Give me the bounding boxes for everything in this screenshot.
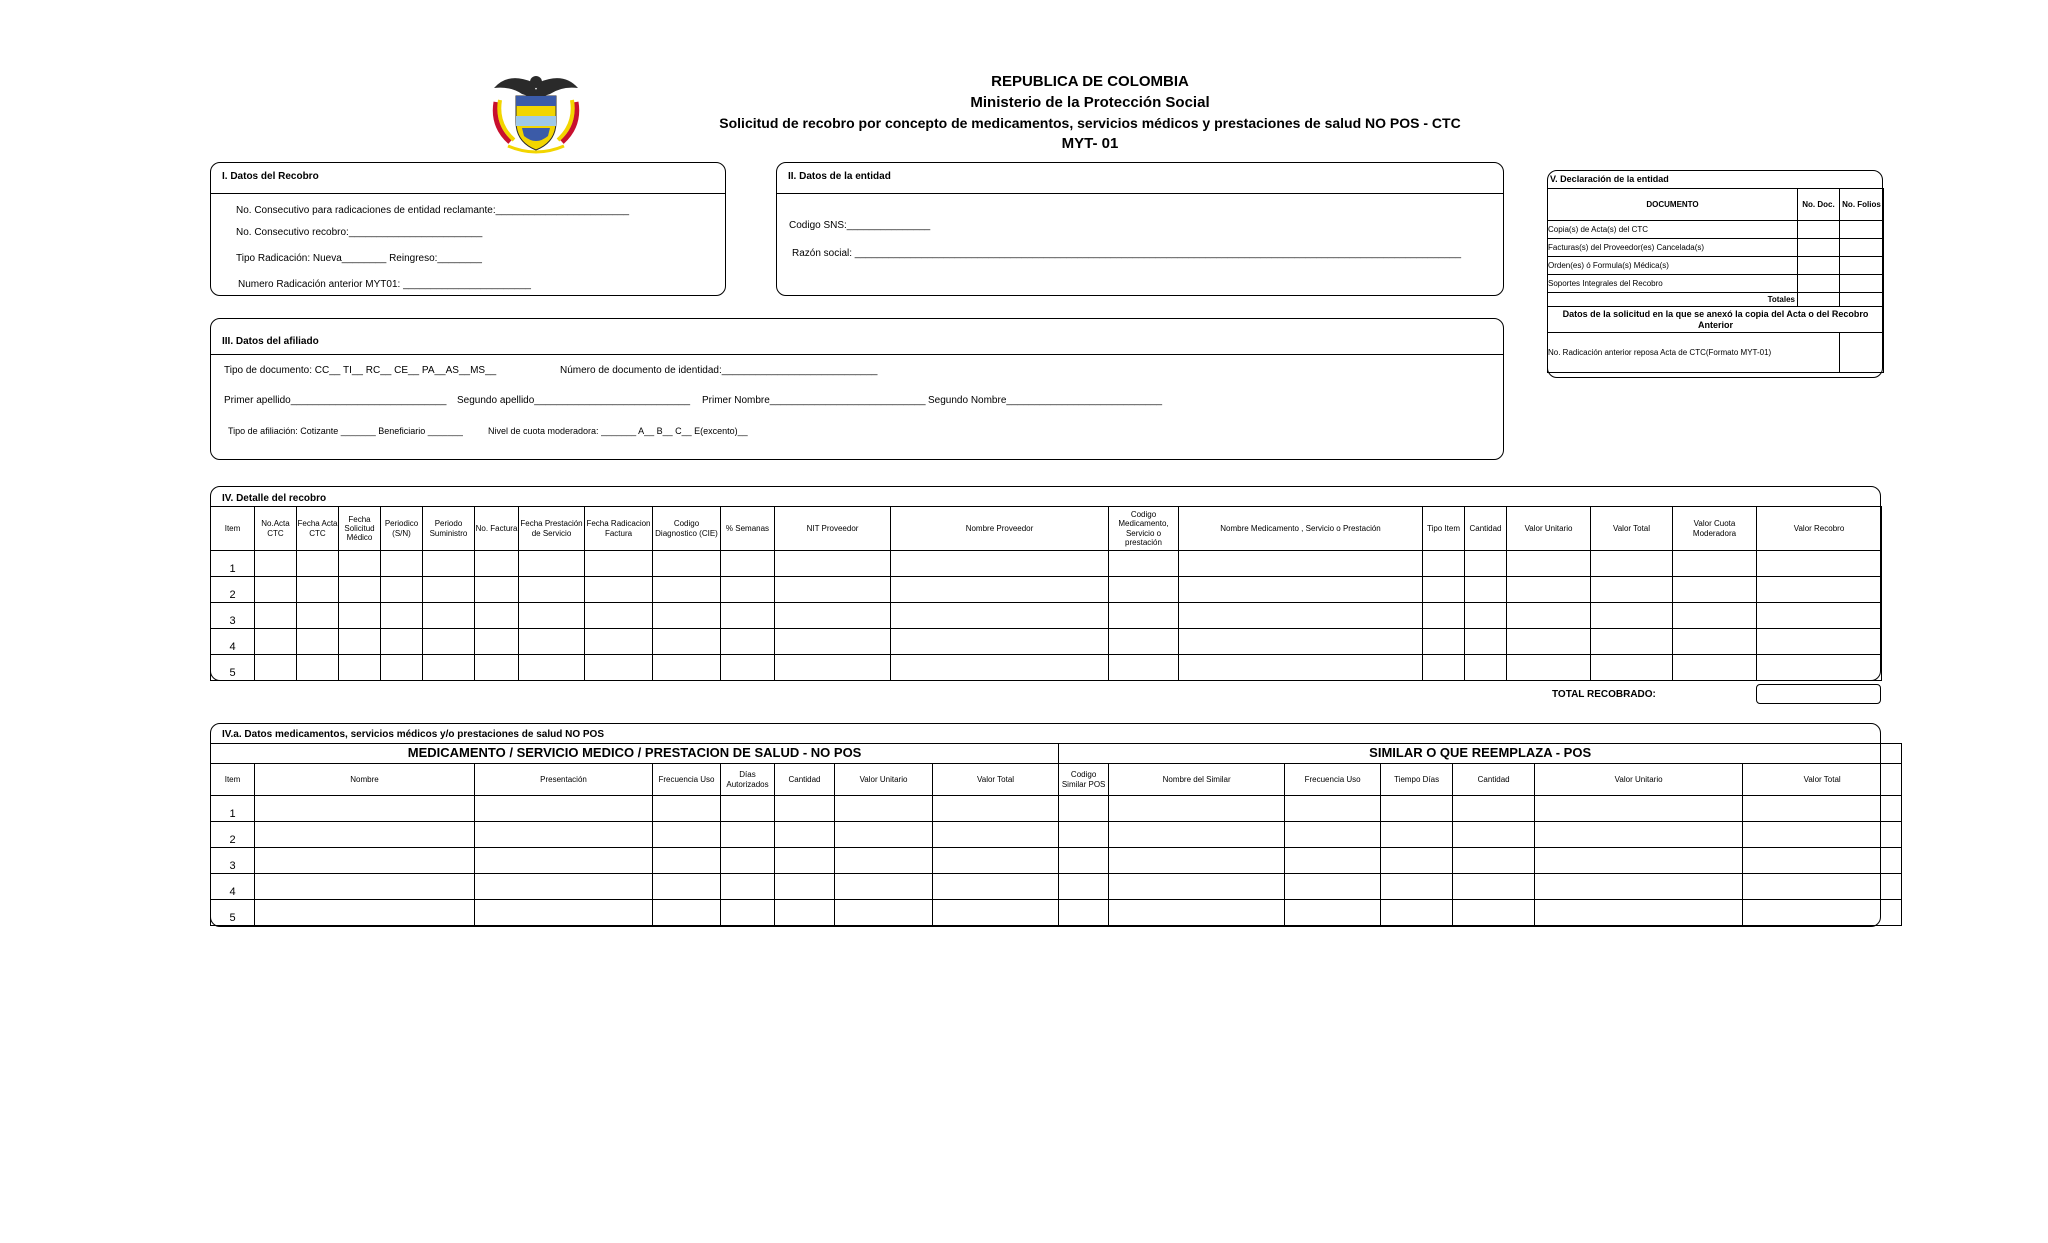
razon-social-field[interactable]: Razón social: _____________________________________________________________________________________________________________: [792, 248, 1462, 259]
no-folios-input[interactable]: [1840, 257, 1884, 275]
primer-nombre-field[interactable]: Primer Nombre____________________________: [702, 395, 926, 406]
table-cell-input[interactable]: [519, 551, 585, 577]
col-header: Días Autorizados: [721, 764, 775, 796]
no-doc-input[interactable]: [1798, 239, 1840, 257]
col-header: Nombre: [255, 764, 475, 796]
table-cell-input[interactable]: [1179, 551, 1423, 577]
table-cell-input[interactable]: [1453, 848, 1535, 874]
table-cell-input[interactable]: [835, 874, 933, 900]
table-cell-input[interactable]: [721, 551, 775, 577]
table-cell-input[interactable]: [1591, 655, 1673, 681]
col-header: Frecuencia Uso: [653, 764, 721, 796]
col-header: Periodico (S/N): [381, 507, 423, 551]
table-cell-input[interactable]: [339, 603, 381, 629]
totales-label: Totales: [1548, 293, 1798, 307]
section-datos-afiliado: [210, 318, 1504, 460]
table-cell-input[interactable]: [1285, 848, 1381, 874]
table-cell-input[interactable]: [1285, 796, 1381, 822]
table-cell-input[interactable]: [653, 629, 721, 655]
table-row: [211, 629, 1882, 655]
table-cell-input[interactable]: [1381, 796, 1453, 822]
table-cell-input[interactable]: [381, 551, 423, 577]
table-cell-input[interactable]: [1059, 796, 1109, 822]
table-cell-input[interactable]: [933, 848, 1059, 874]
table-cell-input[interactable]: [381, 629, 423, 655]
table-cell-input[interactable]: [1507, 577, 1591, 603]
col-no-folios: No. Folios: [1840, 189, 1884, 221]
table-cell-input[interactable]: [585, 577, 653, 603]
table-cell-input[interactable]: [1059, 900, 1109, 926]
table-cell-input[interactable]: [423, 629, 475, 655]
table-cell-input[interactable]: [775, 629, 891, 655]
table-cell-input[interactable]: [653, 551, 721, 577]
table-cell-input[interactable]: [721, 874, 775, 900]
col-header: Frecuencia Uso: [1285, 764, 1381, 796]
table-cell-input[interactable]: [1423, 603, 1465, 629]
col-header: Valor Unitario: [1535, 764, 1743, 796]
table-cell-input[interactable]: [933, 822, 1059, 848]
table-cell-input[interactable]: [1465, 577, 1507, 603]
table-cell-input[interactable]: [653, 577, 721, 603]
table-cell-input[interactable]: [775, 822, 835, 848]
table-cell-input[interactable]: [1673, 551, 1757, 577]
section-datos-recobro-title: I. Datos del Recobro: [222, 171, 319, 182]
col-header: Fecha Prestación de Servicio: [519, 507, 585, 551]
total-no-folios[interactable]: [1840, 293, 1884, 307]
detalle-header-row: [211, 507, 1882, 551]
table-cell-input[interactable]: [1109, 603, 1179, 629]
declaracion-table: [1547, 188, 1884, 373]
table-cell-input[interactable]: [423, 551, 475, 577]
col-header: Nombre del Similar: [1109, 764, 1285, 796]
table-row: [211, 900, 1902, 926]
table-cell-input[interactable]: [891, 577, 1109, 603]
item-number: 1: [211, 551, 255, 577]
col-header: Cantidad: [775, 764, 835, 796]
table-cell-input[interactable]: [475, 874, 653, 900]
table-cell-input[interactable]: [1507, 629, 1591, 655]
table-cell-input[interactable]: [775, 848, 835, 874]
table-cell-input[interactable]: [475, 577, 519, 603]
table-cell-input[interactable]: [1535, 874, 1743, 900]
col-header: Nombre Proveedor: [891, 507, 1109, 551]
section-detalle-recobro-title: IV. Detalle del recobro: [222, 493, 327, 504]
declaracion-row-label: Orden(es) ó Formula(s) Médica(s): [1548, 257, 1798, 275]
table-cell-input[interactable]: [1757, 603, 1882, 629]
table-cell-input[interactable]: [891, 603, 1109, 629]
table-cell-input[interactable]: [519, 629, 585, 655]
table-cell-input[interactable]: [1109, 796, 1285, 822]
radicacion-anterior-input[interactable]: [1840, 333, 1884, 373]
item-number: 5: [211, 655, 255, 681]
table-cell-input[interactable]: [1109, 577, 1179, 603]
col-no-doc: No. Doc.: [1798, 189, 1840, 221]
table-cell-input[interactable]: [721, 900, 775, 926]
table-cell-input[interactable]: [475, 603, 519, 629]
col-header: Periodo Suministro: [423, 507, 475, 551]
medicamentos-header-row: [211, 764, 1902, 796]
col-header: Codigo Similar POS: [1059, 764, 1109, 796]
table-row: [211, 822, 1902, 848]
table-cell-input[interactable]: [1109, 822, 1285, 848]
declaracion-row-label: Soportes Integrales del Recobro: [1548, 275, 1798, 293]
table-cell-input[interactable]: [475, 629, 519, 655]
table-cell-input[interactable]: [653, 874, 721, 900]
table-cell-input[interactable]: [1757, 629, 1882, 655]
table-cell-input[interactable]: [475, 551, 519, 577]
item-number: 4: [211, 874, 255, 900]
col-header: Cantidad: [1465, 507, 1507, 551]
header-form-title: Solicitud de recobro por concepto de medicamentos, servicios médicos y prestaciones de salud NO POS - CTC: [719, 115, 1461, 131]
table-cell-input[interactable]: [1381, 900, 1453, 926]
table-cell-input[interactable]: [1757, 655, 1882, 681]
table-cell-input[interactable]: [423, 655, 475, 681]
table-cell-input[interactable]: [721, 629, 775, 655]
table-cell-input[interactable]: [891, 629, 1109, 655]
table-cell-input[interactable]: [721, 577, 775, 603]
table-cell-input[interactable]: [585, 551, 653, 577]
table-cell-input[interactable]: [1453, 796, 1535, 822]
table-cell-input[interactable]: [1591, 629, 1673, 655]
detalle-recobro-table: [210, 506, 1882, 681]
table-cell-input[interactable]: [1507, 603, 1591, 629]
table-cell-input[interactable]: [1673, 655, 1757, 681]
table-cell-input[interactable]: [1179, 655, 1423, 681]
section-datos-medicamentos-title: IV.a. Datos medicamentos, servicios médicos y/o prestaciones de salud NO POS: [222, 729, 605, 740]
table-cell-input[interactable]: [835, 796, 933, 822]
table-cell-input[interactable]: [339, 577, 381, 603]
table-cell-input[interactable]: [255, 848, 475, 874]
table-cell-input[interactable]: [775, 874, 835, 900]
table-cell-input[interactable]: [1465, 551, 1507, 577]
table-cell-input[interactable]: [1673, 603, 1757, 629]
col-header: Codigo Medicamento, Servicio o prestación: [1109, 507, 1179, 551]
section-declaracion-entidad-title: V. Declaración de la entidad: [1550, 174, 1669, 184]
item-number: 3: [211, 603, 255, 629]
segundo-nombre-field[interactable]: Segundo Nombre____________________________: [928, 395, 1163, 406]
table-cell-input[interactable]: [475, 655, 519, 681]
table-cell-input[interactable]: [1591, 577, 1673, 603]
table-cell-input[interactable]: [1743, 796, 1902, 822]
table-cell-input[interactable]: [1109, 551, 1179, 577]
table-cell-input[interactable]: [891, 551, 1109, 577]
table-cell-input[interactable]: [1423, 577, 1465, 603]
item-number: 2: [211, 822, 255, 848]
table-row: [211, 848, 1902, 874]
section-datos-entidad-title: II. Datos de la entidad: [788, 171, 891, 182]
table-cell-input[interactable]: [339, 629, 381, 655]
table-cell-input[interactable]: [775, 551, 891, 577]
table-cell-input[interactable]: [1743, 874, 1902, 900]
col-header: Valor Total: [1591, 507, 1673, 551]
numero-documento-field[interactable]: Número de documento de identidad:____________________________: [560, 365, 878, 376]
table-cell-input[interactable]: [721, 603, 775, 629]
radicacion-anterior-label: No. Radicación anterior reposa Acta de CTC(Formato MYT-01): [1548, 333, 1840, 373]
table-cell-input[interactable]: [1285, 822, 1381, 848]
table-cell-input[interactable]: [423, 577, 475, 603]
header-form-code: MYT- 01: [1061, 135, 1119, 152]
table-cell-input[interactable]: [721, 796, 775, 822]
col-header: NIT Proveedor: [775, 507, 891, 551]
table-cell-input[interactable]: [1453, 874, 1535, 900]
no-doc-input[interactable]: [1798, 221, 1840, 239]
col-header: Fecha Radicacion Factura: [585, 507, 653, 551]
table-row: [211, 577, 1882, 603]
item-number: 5: [211, 900, 255, 926]
table-cell-input[interactable]: [519, 577, 585, 603]
col-header: Valor Unitario: [1507, 507, 1591, 551]
table-cell-input[interactable]: [1423, 629, 1465, 655]
total-recobrado-input[interactable]: [1756, 684, 1881, 704]
group-pos-title: SIMILAR O QUE REEMPLAZA - POS: [1059, 744, 1902, 764]
tipo-documento-field[interactable]: Tipo de documento: CC__ TI__ RC__ CE__ PA__AS__MS__: [224, 365, 497, 376]
col-header: Nombre Medicamento , Servicio o Prestación: [1179, 507, 1423, 551]
col-header: Item: [211, 507, 255, 551]
table-cell-input[interactable]: [653, 900, 721, 926]
table-cell-input[interactable]: [653, 822, 721, 848]
table-cell-input[interactable]: [297, 629, 339, 655]
table-cell-input[interactable]: [1673, 629, 1757, 655]
header-country: REPUBLICA DE COLOMBIA: [991, 73, 1189, 90]
table-cell-input[interactable]: [1507, 655, 1591, 681]
table-cell-input[interactable]: [653, 655, 721, 681]
table-cell-input[interactable]: [381, 603, 423, 629]
col-header: Valor Unitario: [835, 764, 933, 796]
table-cell-input[interactable]: [1059, 822, 1109, 848]
table-cell-input[interactable]: [835, 822, 933, 848]
section-datos-afiliado-title: III. Datos del afiliado: [222, 336, 319, 347]
no-folios-input[interactable]: [1840, 221, 1884, 239]
table-cell-input[interactable]: [721, 655, 775, 681]
consecutivo-recobro-field[interactable]: No. Consecutivo recobro:________________________: [236, 227, 483, 238]
total-recobrado-label: TOTAL RECOBRADO:: [1552, 689, 1656, 700]
table-cell-input[interactable]: [1285, 900, 1381, 926]
item-number: 2: [211, 577, 255, 603]
table-cell-input[interactable]: [519, 603, 585, 629]
col-header: Item: [211, 764, 255, 796]
total-no-doc[interactable]: [1798, 293, 1840, 307]
table-cell-input[interactable]: [1109, 629, 1179, 655]
table-cell-input[interactable]: [1109, 900, 1285, 926]
table-cell-input[interactable]: [835, 900, 933, 926]
no-folios-input[interactable]: [1840, 239, 1884, 257]
table-cell-input[interactable]: [1059, 848, 1109, 874]
table-cell-input[interactable]: [775, 900, 835, 926]
col-header: Fecha Acta CTC: [297, 507, 339, 551]
col-header: Cantidad: [1453, 764, 1535, 796]
item-number: 3: [211, 848, 255, 874]
table-cell-input[interactable]: [775, 603, 891, 629]
table-cell-input[interactable]: [475, 822, 653, 848]
table-cell-input[interactable]: [339, 551, 381, 577]
table-cell-input[interactable]: [475, 796, 653, 822]
table-cell-input[interactable]: [381, 577, 423, 603]
numero-radicacion-anterior-field[interactable]: Numero Radicación anterior MYT01: _______________________: [238, 279, 531, 290]
table-cell-input[interactable]: [933, 796, 1059, 822]
no-doc-input[interactable]: [1798, 257, 1840, 275]
table-cell-input[interactable]: [475, 900, 653, 926]
item-number: 4: [211, 629, 255, 655]
table-cell-input[interactable]: [1285, 874, 1381, 900]
table-cell-input[interactable]: [1059, 874, 1109, 900]
col-header: Valor Total: [933, 764, 1059, 796]
coat-of-arms: [488, 66, 584, 156]
datos-medicamentos-table: [210, 743, 1902, 926]
solicitud-anexo-title: Datos de la solicitud en la que se anexó la copia del Acta o del Recobro Anterior: [1548, 307, 1884, 333]
table-cell-input[interactable]: [1507, 551, 1591, 577]
table-cell-input[interactable]: [255, 577, 297, 603]
table-cell-input[interactable]: [1381, 848, 1453, 874]
group-no-pos-title: MEDICAMENTO / SERVICIO MEDICO / PRESTACION DE SALUD - NO POS: [211, 744, 1059, 764]
table-cell-input[interactable]: [1453, 900, 1535, 926]
table-cell-input[interactable]: [775, 796, 835, 822]
detalle-rows: [211, 551, 1882, 681]
table-cell-input[interactable]: [1757, 551, 1882, 577]
table-cell-input[interactable]: [255, 655, 297, 681]
table-cell-input[interactable]: [585, 603, 653, 629]
table-cell-input[interactable]: [1179, 603, 1423, 629]
table-cell-input[interactable]: [1453, 822, 1535, 848]
consecutivo-entidad-field[interactable]: No. Consecutivo para radicaciones de entidad reclamante:________________________: [236, 205, 630, 216]
table-cell-input[interactable]: [255, 900, 475, 926]
table-cell-input[interactable]: [1591, 551, 1673, 577]
table-cell-input[interactable]: [255, 874, 475, 900]
table-cell-input[interactable]: [339, 655, 381, 681]
table-cell-input[interactable]: [1381, 822, 1453, 848]
table-cell-input[interactable]: [1757, 577, 1882, 603]
col-header: No. Factura: [475, 507, 519, 551]
segundo-apellido-field[interactable]: Segundo apellido____________________________: [457, 395, 691, 406]
no-folios-input[interactable]: [1840, 275, 1884, 293]
primer-apellido-field[interactable]: Primer apellido____________________________: [224, 395, 447, 406]
table-cell-input[interactable]: [1465, 603, 1507, 629]
col-header: Tipo Item: [1423, 507, 1465, 551]
item-number: 1: [211, 796, 255, 822]
col-header: No.Acta CTC: [255, 507, 297, 551]
table-cell-input[interactable]: [475, 848, 653, 874]
table-cell-input[interactable]: [381, 655, 423, 681]
table-cell-input[interactable]: [585, 629, 653, 655]
table-cell-input[interactable]: [653, 796, 721, 822]
table-cell-input[interactable]: [255, 796, 475, 822]
table-cell-input[interactable]: [775, 577, 891, 603]
table-cell-input[interactable]: [1179, 629, 1423, 655]
table-cell-input[interactable]: [1109, 874, 1285, 900]
table-cell-input[interactable]: [1465, 655, 1507, 681]
col-header: Presentación: [475, 764, 653, 796]
nivel-cuota-field[interactable]: Nivel de cuota moderadora: _______ A__ B__ C__ E(excento)__: [488, 426, 748, 436]
header-ministry: Ministerio de la Protección Social: [970, 94, 1210, 111]
table-cell-input[interactable]: [653, 603, 721, 629]
table-cell-input[interactable]: [519, 655, 585, 681]
medicamentos-rows: [211, 796, 1902, 926]
table-cell-input[interactable]: [721, 848, 775, 874]
table-row: [211, 603, 1882, 629]
table-cell-input[interactable]: [1743, 848, 1902, 874]
coat-of-arms-image: [488, 66, 584, 156]
table-cell-input[interactable]: [255, 551, 297, 577]
table-cell-input[interactable]: [1591, 603, 1673, 629]
table-row: [211, 655, 1882, 681]
table-cell-input[interactable]: [933, 874, 1059, 900]
table-row: [211, 551, 1882, 577]
table-cell-input[interactable]: [255, 629, 297, 655]
table-cell-input[interactable]: [297, 655, 339, 681]
tipo-afiliacion-field[interactable]: Tipo de afiliación: Cotizante _______ Beneficiario _______: [228, 426, 463, 436]
table-cell-input[interactable]: [653, 848, 721, 874]
table-cell-input[interactable]: [297, 577, 339, 603]
table-cell-input[interactable]: [423, 603, 475, 629]
no-doc-input[interactable]: [1798, 275, 1840, 293]
table-cell-input[interactable]: [255, 822, 475, 848]
col-header: Fecha Solicitud Médico: [339, 507, 381, 551]
table-cell-input[interactable]: [1423, 551, 1465, 577]
table-cell-input[interactable]: [1535, 848, 1743, 874]
declaracion-row-label: Facturas(s) del Proveedor(es) Cancelada(s): [1548, 239, 1798, 257]
declaracion-row-label: Copia(s) de Acta(s) del CTC: [1548, 221, 1798, 239]
table-cell-input[interactable]: [255, 603, 297, 629]
table-cell-input[interactable]: [1423, 655, 1465, 681]
table-cell-input[interactable]: [1535, 900, 1743, 926]
codigo-sns-field[interactable]: Codigo SNS:_______________: [789, 220, 931, 231]
col-header: Tiempo Días: [1381, 764, 1453, 796]
table-row: [211, 874, 1902, 900]
table-cell-input[interactable]: [1673, 577, 1757, 603]
table-row: [211, 796, 1902, 822]
col-documento: DOCUMENTO: [1548, 189, 1798, 221]
table-cell-input[interactable]: [775, 655, 891, 681]
table-cell-input[interactable]: [1743, 822, 1902, 848]
col-header: Valor Total: [1743, 764, 1902, 796]
table-cell-input[interactable]: [933, 900, 1059, 926]
table-cell-input[interactable]: [721, 822, 775, 848]
table-cell-input[interactable]: [1535, 822, 1743, 848]
col-header: Valor Cuota Moderadora: [1673, 507, 1757, 551]
table-cell-input[interactable]: [297, 551, 339, 577]
table-cell-input[interactable]: [585, 655, 653, 681]
table-cell-input[interactable]: [835, 848, 933, 874]
table-cell-input[interactable]: [1109, 655, 1179, 681]
table-cell-input[interactable]: [297, 603, 339, 629]
col-header: Codigo Diagnostico (CIE): [653, 507, 721, 551]
table-cell-input[interactable]: [1465, 629, 1507, 655]
table-cell-input[interactable]: [891, 655, 1109, 681]
col-header: % Semanas: [721, 507, 775, 551]
table-cell-input[interactable]: [1109, 848, 1285, 874]
table-cell-input[interactable]: [1381, 874, 1453, 900]
col-header: Valor Recobro: [1757, 507, 1882, 551]
table-cell-input[interactable]: [1743, 900, 1902, 926]
table-cell-input[interactable]: [1535, 796, 1743, 822]
table-cell-input[interactable]: [1179, 577, 1423, 603]
tipo-radicacion-field[interactable]: Tipo Radicación: Nueva________ Reingreso:________: [236, 253, 482, 264]
